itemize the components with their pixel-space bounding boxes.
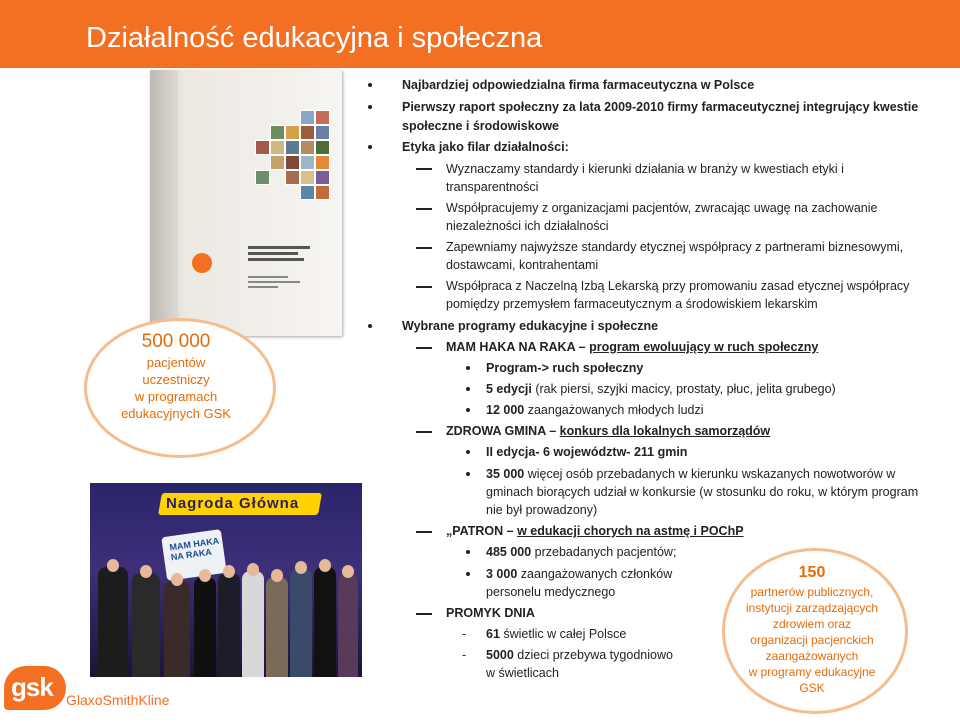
highlight: 3 000 (486, 567, 518, 581)
dash-marker (416, 168, 432, 170)
list-item (486, 646, 673, 664)
report-photo (300, 185, 315, 200)
report-photo (315, 140, 330, 155)
bullet-dot (466, 408, 470, 412)
report-title-text (248, 258, 304, 261)
stat-label: organizacji pacjenckich (750, 633, 874, 647)
award-sign-text: MAM HAKA NA RAKA (168, 535, 220, 563)
stats-cloud-left-text (100, 330, 252, 422)
list-item: personelu medycznego (486, 585, 616, 599)
stat-label: partnerów publicznych, (750, 585, 874, 599)
report-spine (150, 70, 178, 336)
report-photo (300, 125, 315, 140)
list-item: niezależności ich działalności (446, 219, 609, 233)
report-photo (285, 140, 300, 155)
list-item: pomiędzy przemysłem farmaceutycznym a środowiskiem lekarskim (446, 297, 818, 311)
report-subtitle-text (248, 276, 288, 278)
list-item (486, 401, 704, 419)
list-item (486, 465, 895, 483)
list-item (486, 625, 626, 643)
report-photo (315, 170, 330, 185)
report-logo (192, 253, 212, 273)
report-photo (300, 155, 315, 170)
list-item (486, 380, 836, 398)
program-name: MAM HAKA NA RAKA (446, 340, 576, 354)
person-head (271, 569, 283, 582)
detail: więcej osób przebadanych w kierunku wskazanych nowotworów w (524, 467, 896, 481)
report-title-text (248, 252, 298, 255)
highlight: 485 000 (486, 545, 532, 559)
list-item: PROMYK DNIA (446, 606, 535, 620)
person-head (140, 565, 152, 578)
company-name: GlaxoSmithKline (66, 692, 170, 708)
person-figure (218, 573, 240, 677)
dash-marker (416, 531, 432, 533)
report-photo (315, 185, 330, 200)
list-item: Program-> ruch społeczny (486, 361, 644, 375)
report-subtitle-text (248, 286, 278, 288)
highlight: 5 edycji (486, 382, 532, 396)
detail: dzieci przebywa tygodniowo (513, 648, 673, 662)
detail: zaangażowanych młodych ludzi (524, 403, 704, 417)
report-photo (270, 155, 285, 170)
person-figure (338, 573, 358, 677)
bullet-dot (368, 145, 372, 149)
report-photo (315, 110, 330, 125)
highlight: 5000 (486, 648, 514, 662)
stat-number: 500 000 (141, 331, 211, 352)
person-figure (98, 567, 128, 677)
dash-marker (416, 247, 432, 249)
person-figure (194, 577, 216, 677)
dash-marker (416, 347, 432, 349)
bullet-dot (368, 105, 372, 109)
person-head (295, 561, 307, 574)
list-item: nie był prowadzony) (486, 503, 598, 517)
person-head (199, 569, 211, 582)
report-photo (255, 170, 270, 185)
bullet-dot (466, 472, 470, 476)
stat-label: uczestniczy (142, 372, 210, 387)
person-head (247, 563, 259, 576)
program-name: „PATRON (446, 524, 504, 538)
list-item (486, 543, 676, 561)
report-photo (285, 125, 300, 140)
dash-char: - (462, 627, 467, 641)
list-item: Współpraca z Naczelną Izbą Lekarską przy promowaniu zasad etycznej współpracy (446, 279, 910, 293)
list-item: społeczne i środowiskowe (402, 119, 559, 133)
bullet-dot (368, 324, 372, 328)
stat-number: 150 (798, 564, 826, 581)
list-item: w świetlicach (486, 666, 559, 680)
page-title: Działalność edukacyjna i społeczna (86, 22, 543, 54)
report-photo (315, 125, 330, 140)
report-photo (315, 155, 330, 170)
stat-label: edukacyjnych GSK (121, 406, 231, 421)
stat-label: pacjentów (146, 355, 206, 370)
person-head (107, 559, 119, 572)
highlight: 12 000 (486, 403, 525, 417)
stat-label: w programach (134, 389, 218, 404)
list-item: Etyka jako filar działalności: (402, 140, 569, 154)
list-item: Pierwszy raport społeczny za lata 2009-2010 firmy farmaceutycznej integrujący kwestie (402, 100, 919, 114)
list-item: II edycja- 6 województw- 211 gmin (486, 445, 688, 459)
highlight: 35 000 (486, 467, 525, 481)
person-figure (266, 577, 288, 677)
person-figure (132, 573, 160, 677)
dash-marker (416, 613, 432, 615)
program-desc: konkurs dla lokalnych samorządów (559, 424, 771, 438)
gsk-logo-mark: gsk (11, 672, 53, 702)
report-photo (300, 140, 315, 155)
dash-marker (416, 431, 432, 433)
stats-cloud-right-text (730, 562, 894, 696)
dash-marker (416, 286, 432, 288)
program-desc: program ewoluujący w ruch społeczny (589, 340, 819, 354)
person-figure (164, 581, 190, 677)
report-subtitle-text (248, 281, 300, 283)
bullet-dot (466, 387, 470, 391)
bullet-dot (466, 572, 470, 576)
report-photo (255, 140, 270, 155)
list-item: transparentności (446, 180, 539, 194)
highlight: 61 (486, 627, 500, 641)
list-item: dostawcami, kontrahentami (446, 258, 599, 272)
list-item: Wybrane programy edukacyjne i społeczne (402, 319, 659, 333)
person-figure (290, 569, 312, 677)
bullet-dot (368, 83, 372, 87)
report-title-text (248, 246, 310, 249)
dash-char: - (462, 648, 467, 662)
list-item: Wyznaczamy standardy i kierunki działania w branży w kwestiach etyki i (446, 162, 844, 176)
stat-label: zaangażowanych (765, 649, 859, 663)
list-item: Najbardziej odpowiedzialna firma farmaceutyczna w Polsce (402, 78, 755, 92)
list-item: Współpracujemy z organizacjami pacjentów, zwracając uwagę na zachowanie (446, 201, 878, 215)
report-photo (300, 110, 315, 125)
detail: świetlic w całej Polsce (499, 627, 627, 641)
detail: (rak piersi, szyjki macicy, prostaty, płuc, jelita grubego) (531, 382, 836, 396)
person-head (342, 565, 354, 578)
report-photo (270, 125, 285, 140)
award-photo (90, 483, 362, 677)
list-item: Zapewniamy najwyższe standardy etycznej współpracy z partnerami biznesowymi, (446, 240, 904, 254)
stat-label: GSK (799, 681, 825, 695)
person-head (319, 559, 331, 572)
person-head (171, 573, 183, 586)
stat-label: instytucji zarządzających (745, 601, 879, 615)
program-name: ZDROWA GMINA (446, 424, 546, 438)
detail: przebadanych pacjentów; (531, 545, 677, 559)
social-report-cover (150, 70, 342, 336)
list-item: MAM HAKA NA RAKA – program ewoluujący w ruch społeczny (446, 340, 819, 354)
stat-label: zdrowiem oraz (772, 617, 852, 631)
list-item: „PATRON – w edukacji chorych na astmę i POChP (446, 524, 744, 538)
bullet-dot (466, 450, 470, 454)
person-figure (314, 567, 336, 677)
person-figure (242, 571, 264, 677)
report-photo (285, 155, 300, 170)
report-photo (300, 170, 315, 185)
list-item (486, 565, 672, 583)
bullet-dot (466, 366, 470, 370)
report-photo (285, 170, 300, 185)
bullet-dot (466, 550, 470, 554)
person-head (223, 565, 235, 578)
program-desc: w edukacji chorych na astmę i POChP (517, 524, 744, 538)
award-banner-text: Nagroda Główna (166, 495, 300, 512)
stat-label: w programy edukacyjne (748, 665, 876, 679)
list-item: ZDROWA GMINA – konkurs dla lokalnych samorządów (446, 424, 771, 438)
dash-marker (416, 208, 432, 210)
list-item: gminach biorących udział w konkursie (w stosunku do roku, w którym program (486, 485, 919, 499)
report-photo (270, 140, 285, 155)
detail: zaangażowanych członków (517, 567, 673, 581)
